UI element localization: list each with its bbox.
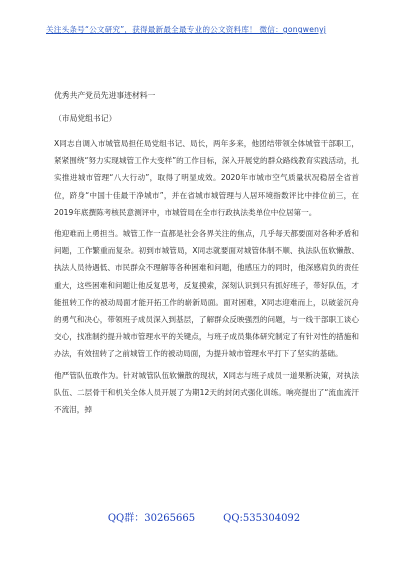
qq-group-text: QQ群：30265665 — [107, 513, 196, 524]
footer-contact — [0, 509, 408, 524]
document-body — [54, 135, 359, 422]
paragraph-1: X同志自调入市城管局担任局党组书记、局长，两年多来，他团结带领全体城管干部职工，紧紧围绕“努力实现城管工作大变样”的工作目标，深入开展党的群众路线教育实践活动，扎实推进城市管理“八大行动”，取得了明显成效。2020年市城市空气质量状况稳居全省首位，跻身“中国十佳最干净城市”，并在省城市城管理与人居环境指数评比中排位前三，在2019年底撰陈考核民意测评中，市城管局在全市行政执法类单位中位居第一。 — [54, 139, 359, 217]
header-banner-link[interactable]: 关注头条号“公文研究”，获得最新最全最专业的公文资料库！ 微信：gongwenyj — [46, 25, 327, 34]
qq-number-text: QQ:535304092 — [223, 513, 301, 524]
paragraph-3: 他严管队伍敢作为。针对城管队伍软懒散的现状，X同志与班子成员一道果断决策，对执法队伍、二层骨干和机关全体人员开展了为期12天的封闭式强化训练。响亮提出了“流血流汗不流泪，掉 — [54, 370, 359, 415]
document-title: 优秀共产党员先进事迹材料一 — [54, 91, 156, 100]
paragraph-2: 他迎难而上勇担当。城管工作一直都是社会各界关注的焦点，几乎每天都要面对各种矛盾和问题，工作繁重而复杂。初到市城管局，X同志就要面对城管体制不顺、执法队伍软懒散、执法人员待遇低、市民群众不理解等各种困难和问题，他感压力的同时，他深感肩负的责任重大，这些困难和问题让他反复思考，反复摸索，深刻认识到只有抓好班子，带好队伍，才能扭转工作的被动局面才能开拓工作的崭新局面。面对困难，X同志迎难而上，以破釜沉舟的勇气和决心，带领班子成员深入到基层，了解群众反映强烈的问题，与一线干部职工谈心交心，找准制约提升城市管理水平的关键点，与班子成员集体研究制定了有针对性的措施和办法，有效扭转了之前城管工作的被动局面，为提升城市管理水平打下了坚实的基础。 — [54, 229, 359, 359]
document-subtitle: （市局党组书记） — [54, 114, 117, 123]
